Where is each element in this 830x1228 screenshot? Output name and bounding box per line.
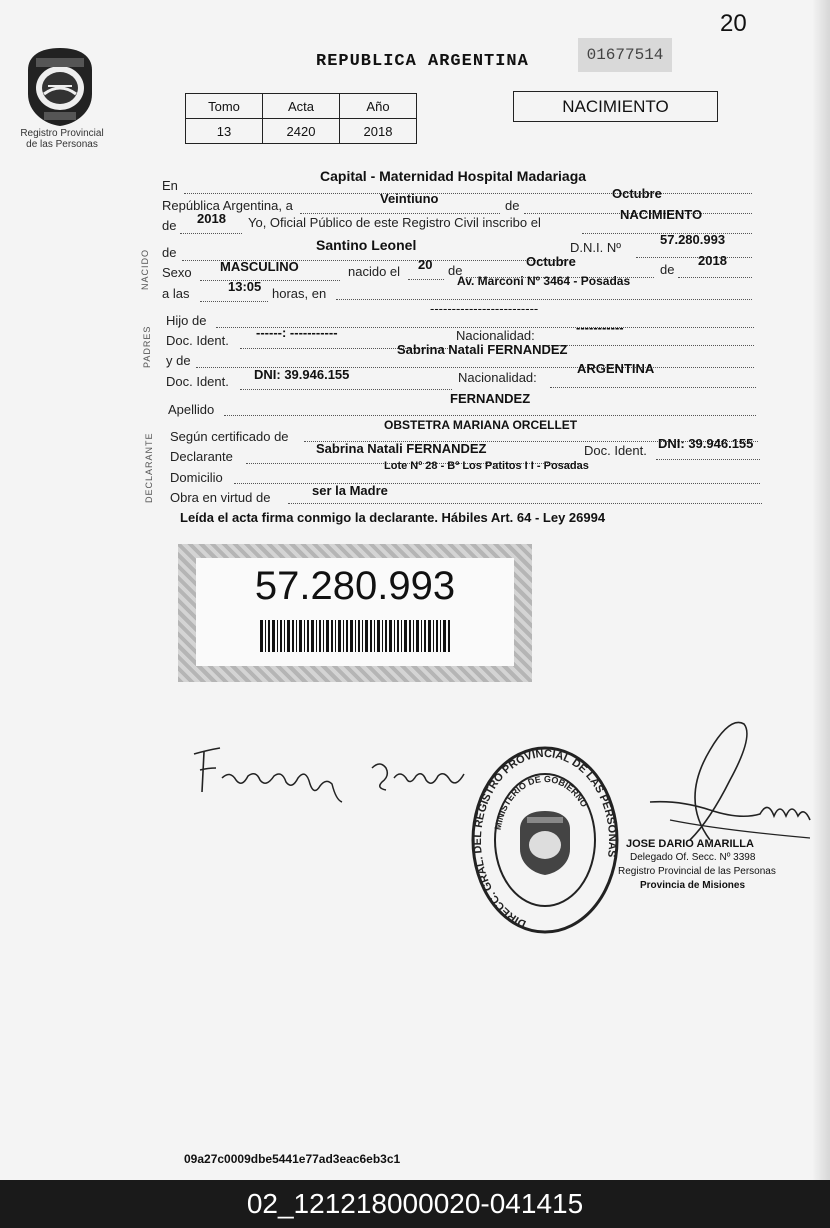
- value-declarant-doc: DNI: 39.946.155: [658, 436, 754, 451]
- side-label-declarante: DECLARANTE: [144, 432, 154, 503]
- value-birth-day: 20: [418, 257, 433, 272]
- registry-caption: [10, 128, 114, 150]
- record-table: [185, 93, 417, 144]
- label-sexo: Sexo: [162, 265, 192, 280]
- footer-id-label: 02_121218000020-041415: [246, 1188, 584, 1219]
- label-doc-ident-2: Doc. Ident.: [166, 374, 229, 389]
- declarant-signature-icon: [186, 740, 476, 820]
- seal-outer-text: DIRECC. GRAL. DEL REGISTRO PROVINCIAL DE LAS PERSONAS: [472, 747, 619, 930]
- label-doc-ident-3: Doc. Ident.: [584, 443, 647, 458]
- side-label-nacido: NACIDO: [140, 248, 150, 290]
- label-apellido: Apellido: [168, 402, 215, 417]
- value-birth-time: 13:05: [228, 279, 262, 294]
- label-dni: D.N.I. Nº: [570, 240, 621, 255]
- value-tomo: 13: [186, 119, 263, 144]
- serial-number: 01677514: [578, 38, 672, 72]
- label-segun-certificado: Según certificado de: [170, 429, 289, 444]
- value-acta: 2420: [263, 119, 340, 144]
- provincial-emblem-icon: [22, 44, 98, 128]
- value-father-doc: ------: -----------: [256, 325, 338, 340]
- label-declarante: Declarante: [170, 449, 233, 464]
- value-birth-address: Av. Marconi Nº 3464 - Posadas: [457, 274, 631, 288]
- page-number: 20: [720, 10, 747, 37]
- value-place: Capital - Maternidad Hospital Madariaga: [320, 168, 587, 184]
- value-declarant-name: Sabrina Natali FERNANDEZ: [316, 441, 487, 456]
- header-tomo: Tomo: [186, 94, 263, 119]
- value-record-type: NACIMIENTO: [620, 207, 703, 222]
- dni-stamp-number: 57.280.993: [254, 564, 456, 608]
- label-de-year: de: [162, 218, 177, 233]
- side-label-padres: PADRES: [142, 325, 152, 368]
- label-nacionalidad-2: Nacionalidad:: [458, 370, 537, 385]
- label-de-month: de: [505, 198, 520, 213]
- official-name: JOSE DARIO AMARILLA: [626, 838, 754, 850]
- value-month: Octubre: [612, 186, 662, 201]
- value-sex: MASCULINO: [220, 259, 299, 274]
- label-domicilio: Domicilio: [170, 470, 223, 485]
- label-republica: República Argentina, a: [162, 198, 293, 213]
- label-y-de: y de: [166, 353, 191, 368]
- label-de-day: de: [448, 263, 463, 278]
- document-hash: 09a27c0009dbe5441e77ad3eac6eb3c1: [184, 1152, 401, 1166]
- registry-caption-line1: Registro Provincial: [20, 128, 104, 139]
- value-father-nationality: -----------: [576, 320, 624, 335]
- value-by-virtue-of: ser la Madre: [312, 483, 388, 498]
- dni-stamp: [178, 544, 532, 682]
- value-father-name: -------------------------: [430, 301, 539, 316]
- barcode-icon: [260, 620, 452, 652]
- label-a-las: a las: [162, 286, 190, 301]
- official-province: Provincia de Misiones: [640, 880, 746, 891]
- value-surname: FERNANDEZ: [450, 391, 531, 406]
- value-address: Lote Nº 28 - Bº Los Patitos I I - Posadas: [384, 460, 589, 472]
- country-title: REPUBLICA ARGENTINA: [316, 52, 529, 71]
- value-birth-month: Octubre: [526, 254, 576, 269]
- value-ano: 2018: [340, 119, 417, 144]
- seal-inner-text: MINISTERIO DE GOBIERNO: [492, 773, 590, 831]
- value-mother-doc: DNI: 39.946.155: [254, 367, 350, 382]
- page-edge-shadow: [812, 0, 830, 1180]
- official-seal-icon: [470, 745, 620, 935]
- value-year: 2018: [197, 211, 226, 226]
- label-nacido-el: nacido el: [348, 264, 401, 279]
- label-doc-ident-1: Doc. Ident.: [166, 333, 229, 348]
- label-de-name: de: [162, 245, 177, 260]
- value-mother-name: Sabrina Natali FERNANDEZ: [397, 342, 568, 357]
- label-horas-en: horas, en: [272, 286, 327, 301]
- value-mother-nationality: ARGENTINA: [577, 361, 655, 376]
- value-name: Santino Leonel: [316, 237, 417, 253]
- closing-text: Leída el acta firma conmigo la declarante. Hábiles Art. 64 - Ley 26994: [180, 510, 606, 525]
- dni-stamp-inner: [196, 558, 514, 666]
- official-registry: Registro Provincial de las Personas: [618, 866, 776, 877]
- header-acta: Acta: [263, 94, 340, 119]
- value-certificate-by: OBSTETRA MARIANA ORCELLET: [384, 418, 578, 432]
- label-en: En: [162, 178, 178, 193]
- value-day-text: Veintiuno: [380, 191, 439, 206]
- registry-caption-line2: de las Personas: [26, 139, 98, 150]
- value-birth-year: 2018: [698, 253, 727, 268]
- value-dni: 57.280.993: [660, 232, 726, 247]
- header-ano: Año: [340, 94, 417, 119]
- label-obra-en-virtud: Obra en virtud de: [170, 490, 271, 505]
- label-nacionalidad-1: Nacionalidad:: [456, 328, 535, 343]
- document-type-box: NACIMIENTO: [513, 91, 718, 122]
- label-de-year2: de: [660, 262, 675, 277]
- official-title: Delegado Of. Secc. Nº 3398: [630, 852, 756, 863]
- label-hijo-de: Hijo de: [166, 313, 207, 328]
- label-officer-text: Yo, Oficial Público de este Registro Civil inscribo el: [248, 215, 541, 230]
